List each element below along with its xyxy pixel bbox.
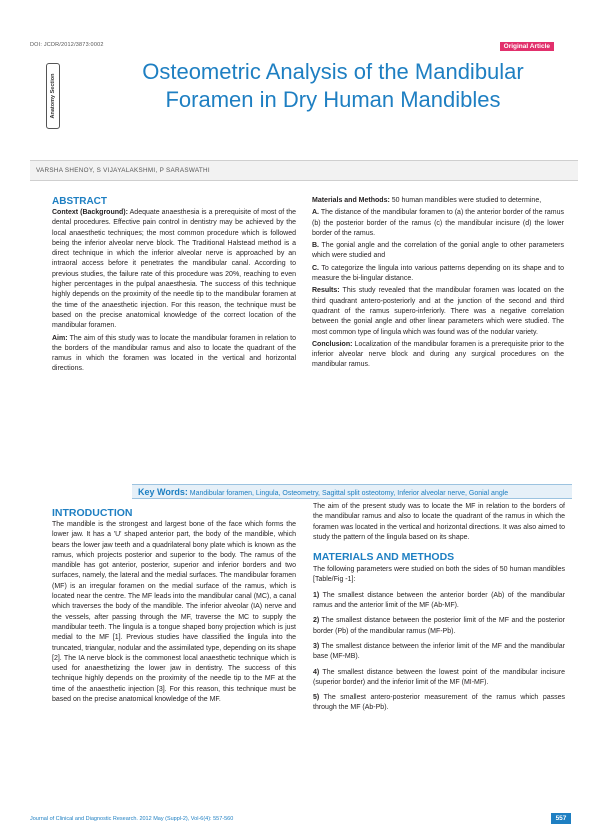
introduction-section bbox=[52, 507, 296, 705]
list-item bbox=[313, 693, 565, 714]
keywords-label: Key Words: bbox=[138, 487, 188, 497]
method-b-label: B. bbox=[312, 242, 319, 250]
materials-intro: The following parameters were studied on both the sides of 50 human mandibles [Table/Fig -1]: bbox=[313, 566, 565, 584]
item-text: The smallest distance between the anterior border (Ab) of the mandibular ramus and the anterior limit of the MF (Ab-MF). bbox=[313, 591, 565, 610]
list-item bbox=[313, 591, 565, 612]
introduction-heading: INTRODUCTION bbox=[52, 507, 133, 519]
abstract-right-column bbox=[312, 196, 564, 373]
method-b-text: The gonial angle and the correlation of the gonial angle to other parameters which were studied and bbox=[312, 242, 564, 260]
item-number: 2) bbox=[313, 617, 320, 625]
abstract-conclusion bbox=[312, 340, 564, 371]
aim-text: The aim of this study was to locate the mandibular foramen in relation to the borders of the mandibular ramus and also to locate the quadrant of the ramus in which the foramen was located in the vertical and horizontal directions. bbox=[52, 334, 296, 373]
conclusion-text: Localization of the mandibular foramen is a prerequisite prior to the inferior alveolar nerve block and during any surgical procedures on the mandibular ramus. bbox=[312, 340, 564, 369]
method-a-label: A. bbox=[312, 209, 319, 217]
methods-label: Materials and Methods: bbox=[312, 197, 390, 204]
abstract-heading: ABSTRACT bbox=[52, 196, 107, 207]
abstract-left-column bbox=[52, 196, 296, 377]
authors-bar bbox=[30, 160, 578, 181]
methods-text: 50 human mandibles were studied to determine, bbox=[389, 197, 542, 204]
title-line-2: Foramen in Dry Human Mandibles bbox=[165, 87, 501, 112]
item-text: The smallest distance between the inferior limit of the MF and the mandibular base (MF-MB). bbox=[313, 642, 565, 661]
item-text: The smallest distance between the lowest point of the mandibular incisure (superior border) and the inferior limit of the MF (MI-MF). bbox=[313, 668, 565, 686]
footer-citation: Journal of Clinical and Diagnostic Research. 2012 May (Suppl-2), Vol-6(4): 557-560 bbox=[30, 816, 234, 822]
article-title bbox=[110, 58, 580, 114]
section-tab-label: Anatomy Section bbox=[50, 73, 56, 119]
item-number: 3) bbox=[313, 642, 320, 650]
aim-label: Aim: bbox=[52, 334, 68, 342]
context-text: Adequate anaesthesia is a prerequisite of most of the dental procedures. Effective pain control in dentistry may be achieved by the local anaesthetic techniques; the most common procedure which is followed being the inferior alveolar nerve block. The Traditional Halstead method is a direct technique in which the inferior alveolar nerve is approached by an intraoral access before it penetrates the mandibular canal. According to previous studies, the failure rate of this procedure was 20%, reaching to even higher percentages in the pulpal anaesthesia. The success of this technique highly depends on the proximity of the needle tip to the mandibular foramen at the time of the anaesthetic injection. For this reason, the technique must be based on the precise anatomical knowledge of the correct location of the mandibular foramen. bbox=[52, 209, 296, 330]
results-text: This study revealed that the mandibular foramen was located on the third quadrant antero-posteriorly and at the junction of the second and third quadrant of the ramus supero-inferiorly. There was a negative correlation between the gonial angle and other linear parameters which were studied. The most common type of lingula which was found was of the nodular variety. bbox=[312, 287, 564, 336]
method-c-label: C. bbox=[312, 264, 319, 272]
method-c-text: To categorize the lingula into various patterns depending on its shape and to measure the bi-lingular distance. bbox=[312, 264, 564, 283]
abstract-results bbox=[312, 286, 564, 337]
context-label: Context (Background): bbox=[52, 209, 128, 216]
abstract-methods bbox=[312, 196, 564, 206]
section-tab bbox=[46, 63, 60, 129]
keywords-text: Mandibular foramen, Lingula, Osteometry, Sagittal split osteotomy, Inferior alveolar nerve, Gonial angle bbox=[187, 490, 509, 497]
abstract-context bbox=[52, 208, 296, 332]
abstract-aim bbox=[52, 334, 296, 375]
abstract-method-a bbox=[312, 208, 564, 239]
article-type-badge: Original Article bbox=[500, 42, 554, 51]
keywords bbox=[138, 487, 508, 497]
list-item bbox=[313, 668, 565, 689]
title-line-1: Osteometric Analysis of the Mandibular bbox=[142, 59, 524, 84]
item-number: 1) bbox=[313, 591, 320, 599]
item-text: The smallest distance between the posterior limit of the MF and the posterior border (Pb) of the mandibular ramus (MF-Pb). bbox=[313, 617, 565, 635]
introduction-text: The mandible is the strongest and largest bone of the face which forms the lower jaw. It has a 'U' shaped anterior part, the body of the mandible, which bears the lower jaw teeth and a quadrilateral bony plate which is known as the ramus, which projects posterior and superior to the body. The ramus of the mandible has got anterior, posterior, superior and inferior borders and two surfaces, namely, the lateral and the medial surfaces. The mandibular foramen (MF) is an irregular foramen on the medial surface of the ramus, which is located near the centre. The MF leads into the mandibular canal (MC), a canal which traverses the body of the mandible. The inferior alveolar (IA) nerve and the vessels, after passing through the MF, traverse the MC to supply the mandibular teeth. The lingula is a tongue shaped bony projection which is just medial to the MF [1]. Previous studies have classified the lingula into the truncated, triangular, nodular and the assimilated type, depending on its shape [2]. The IA nerve block is the commonest local anaesthetic technique which is used for anaesthetizing the lower jaw in dentistry. The success of this technique highly depends on the proximity of the needle tip to the MF at the time of the anaesthetic injection [3]. For this reason, this technique must be based on the precise anatomical knowledge of the MF. bbox=[52, 521, 296, 704]
materials-heading: MATERIALS AND METHODS bbox=[313, 551, 455, 564]
method-a-text: The distance of the mandibular foramen to (a) the anterior border of the ramus (b) the posterior border of the ramus (c) the mandibular incisure (d) the lower border of the ramus. bbox=[312, 209, 564, 237]
list-item bbox=[313, 616, 565, 637]
abstract-method-b bbox=[312, 241, 564, 262]
item-number: 5) bbox=[313, 694, 320, 702]
item-number: 4) bbox=[313, 668, 320, 676]
results-label: Results: bbox=[312, 287, 340, 295]
keywords-bar bbox=[132, 484, 572, 499]
page-number: 557 bbox=[551, 813, 571, 824]
item-text: The smallest antero-posterior measurement of the ramus which passes through the MF (Ab-Pb). bbox=[313, 694, 565, 712]
list-item bbox=[313, 642, 565, 663]
right-body-column bbox=[313, 502, 565, 719]
doi-text: DOI: JCDR/2012/3873:0002 bbox=[30, 42, 104, 48]
conclusion-label: Conclusion: bbox=[312, 340, 353, 348]
aim-paragraph: The aim of the present study was to locate the MF in relation to the borders of the mandibular ramus and also to locate the quadrant of the ramus in which the foramen was located in the vertical and horizontal directions. It was also aimed to study the pattern of the lingula based on its shape. bbox=[313, 503, 565, 541]
authors: VARSHA SHENOY, S VIJAYALAKSHMI, P SARASWATHI bbox=[36, 167, 210, 174]
abstract-method-c bbox=[312, 264, 564, 285]
